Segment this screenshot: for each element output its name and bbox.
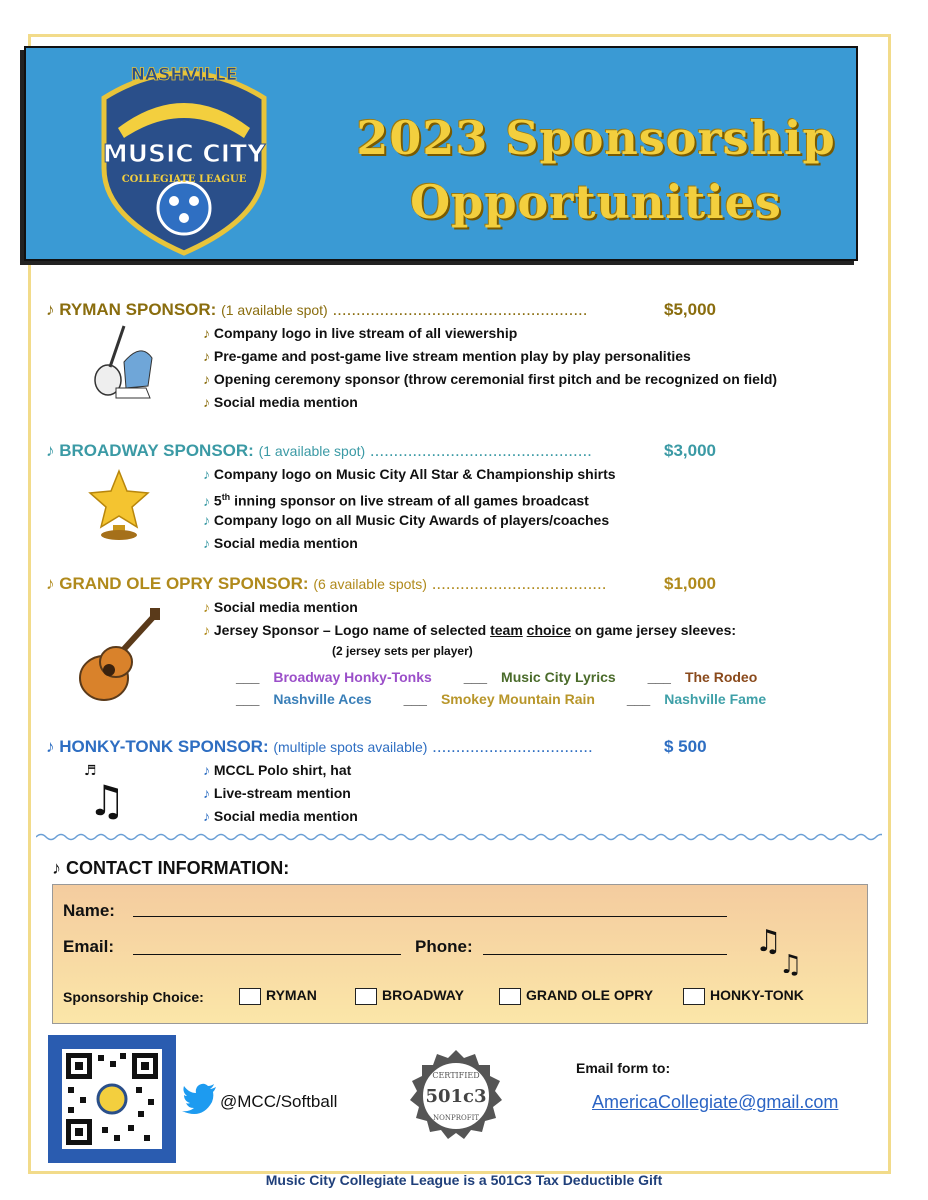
team-name: Nashville Fame: [664, 691, 767, 707]
music-note-icon: ♪: [203, 325, 210, 341]
ryman-spots: (1 available spot): [221, 302, 328, 318]
tonk-dots: ..................................: [432, 737, 593, 756]
music-note-icon: ♪: [203, 394, 210, 410]
page-title: [326, 106, 866, 234]
list-item: [196, 509, 856, 532]
title-line-2: Opportunities: [410, 175, 782, 229]
benefit-text: on game jersey sleeves:: [574, 622, 737, 638]
music-note-icon: ♪: [203, 371, 210, 387]
benefit-text: Opening ceremony sponsor (throw ceremonial first pitch and be recognized on field): [213, 371, 778, 387]
team-choices-row-1: [236, 669, 785, 685]
header-banner: [24, 46, 858, 261]
music-note-icon: ♪: [46, 441, 55, 460]
ryman-section: [46, 298, 866, 410]
list-item: [196, 782, 856, 805]
501c3-seal-icon: [406, 1048, 506, 1148]
logo-text-top: NASHVILLE: [130, 65, 238, 85]
contact-form: [52, 884, 868, 1024]
choice-ryman[interactable]: [239, 987, 317, 1005]
choice-honky-tonk[interactable]: [683, 987, 804, 1005]
opry-benefits: [196, 596, 856, 660]
league-logo: [84, 58, 284, 258]
ryman-heading: [46, 298, 866, 322]
ryman-benefits: [196, 322, 856, 414]
opry-title: GRAND OLE OPRY SPONSOR:: [59, 574, 309, 593]
email-form-label: Email form to:: [576, 1060, 671, 1076]
email-field[interactable]: [133, 953, 401, 955]
music-notes-icon: [755, 921, 815, 977]
qr-code[interactable]: [48, 1035, 176, 1163]
tonk-title: HONKY-TONK SPONSOR:: [59, 737, 269, 756]
music-note-icon: ♪: [203, 492, 210, 509]
list-item: [196, 391, 856, 414]
svg-text:♫: ♫: [779, 950, 803, 977]
list-item: [196, 345, 856, 368]
opry-heading: [46, 572, 866, 596]
email-link[interactable]: AmericaCollegiate@gmail.com: [592, 1092, 839, 1112]
music-note-icon: ♪: [203, 348, 210, 364]
svg-text:♬: ♬: [84, 763, 97, 779]
opry-price: $1,000: [664, 574, 716, 593]
benefit-text: Jersey Sponsor – Logo name of selected: [213, 622, 487, 638]
name-label: Name:: [63, 901, 115, 920]
choice-broadway[interactable]: [355, 987, 464, 1005]
list-item: [196, 486, 856, 509]
team-choices-row-2: [236, 691, 794, 707]
list-item: [196, 805, 856, 828]
blank-line: ___: [647, 669, 671, 685]
benefit-text: Company logo in live stream of all viewership: [213, 325, 518, 341]
svg-text:♫: ♫: [88, 776, 126, 823]
footer-tagline: Music City Collegiate League is a 501C3 Tax Deductible Gift: [265, 1172, 663, 1188]
list-item: [196, 619, 856, 642]
logo-text-main: MUSIC CITY: [102, 139, 266, 168]
contact-heading: ♪ CONTACT INFORMATION:: [52, 858, 290, 878]
music-note-icon: ♪: [203, 512, 210, 528]
team-choice[interactable]: [404, 691, 609, 707]
benefit-text: inning sponsor on live stream of all games broadcast: [234, 492, 589, 509]
team-choice[interactable]: [627, 691, 780, 707]
phone-field[interactable]: [483, 953, 727, 955]
list-item: [196, 322, 856, 345]
broadway-section: [46, 439, 866, 551]
opry-spots: (6 available spots): [313, 576, 427, 592]
seal-top-text: CERTIFIED: [432, 1071, 480, 1080]
title-line-1: 2023 Sponsorship: [356, 111, 836, 165]
benefit-text: Social media mention: [213, 808, 358, 824]
broadway-title: BROADWAY SPONSOR:: [59, 441, 254, 460]
broadway-dots: ...............................................: [369, 441, 592, 460]
music-note-icon: ♪: [203, 785, 210, 801]
tonk-heading: [46, 735, 866, 759]
list-item: [196, 596, 856, 619]
benefit-text: MCCL Polo shirt, hat: [213, 762, 352, 778]
twitter-handle[interactable]: @MCC/Softball: [220, 1092, 338, 1111]
benefit-text: Live-stream mention: [213, 785, 351, 801]
name-field[interactable]: [133, 915, 727, 917]
team-choice[interactable]: [464, 669, 630, 685]
list-item: [196, 368, 856, 391]
opry-dots: .....................................: [431, 574, 607, 593]
wavy-divider: [36, 832, 882, 842]
music-note-icon: ♪: [203, 808, 210, 824]
benefit-text: Social media mention: [213, 599, 358, 615]
phone-label: Phone:: [415, 937, 473, 956]
music-note-icon: ♪: [203, 599, 210, 615]
music-note-icon: ♪: [203, 762, 210, 778]
ryman-price: $5,000: [664, 300, 716, 319]
blank-line: ___: [463, 669, 488, 685]
broadway-price: $3,000: [664, 441, 716, 460]
blank-line: ___: [403, 691, 427, 707]
checkbox[interactable]: [239, 988, 261, 1005]
honky-tonk-section: [46, 735, 866, 824]
list-item: [196, 759, 856, 782]
jersey-note: (2 jersey sets per player): [332, 644, 473, 658]
music-notes-icon: [82, 759, 132, 823]
benefit-text: team: [490, 622, 523, 638]
team-choice[interactable]: [648, 669, 772, 685]
broadway-spots: (1 available spot): [258, 443, 366, 459]
ryman-title: RYMAN SPONSOR:: [59, 300, 217, 319]
team-name: Nashville Aces: [273, 691, 372, 707]
music-note-icon: ♪: [46, 300, 55, 319]
music-note-icon: ♪: [203, 466, 210, 482]
ryman-dots: ......................................................: [332, 300, 588, 319]
opry-section: [46, 572, 866, 707]
guitar-boots-icon: [86, 322, 156, 402]
music-note-icon: ♪: [203, 622, 210, 638]
acoustic-guitar-icon: [76, 608, 162, 704]
tonk-benefits: [196, 759, 856, 828]
team-choice[interactable]: [236, 669, 446, 685]
blank-line: ___: [236, 691, 260, 707]
team-name: Broadway Honky-Tonks: [273, 669, 432, 685]
music-note-icon: ♪: [203, 535, 210, 551]
team-choice[interactable]: [236, 691, 386, 707]
checkbox[interactable]: [683, 988, 705, 1005]
checkbox[interactable]: [355, 988, 377, 1005]
benefit-text: Company logo on Music City All Star & Championship shirts: [213, 466, 616, 482]
seal-main-text: 501c3: [425, 1086, 487, 1107]
benefit-text: Company logo on all Music City Awards of players/coaches: [213, 512, 610, 528]
blank-line: ___: [236, 669, 260, 685]
broadway-benefits: [196, 463, 856, 555]
choice-label: BROADWAY: [382, 987, 464, 1003]
star-trophy-icon: [86, 469, 152, 541]
svg-text:♫: ♫: [755, 924, 782, 959]
music-note-icon: ♪: [46, 737, 55, 756]
tonk-spots: (multiple spots available): [273, 739, 428, 755]
choice-label: RYMAN: [266, 987, 317, 1003]
choice-label: HONKY-TONK: [710, 987, 804, 1003]
choice-grand-ole-opry[interactable]: [499, 987, 653, 1005]
benefit-text: Social media mention: [213, 535, 358, 551]
benefit-text: Pre-game and post-game live stream mention play by play personalities: [213, 348, 691, 364]
twitter-icon[interactable]: [182, 1082, 218, 1114]
broadway-heading: [46, 439, 866, 463]
email-label: Email:: [63, 937, 115, 956]
seal-bottom-text: NONPROFIT: [433, 1114, 479, 1122]
team-name: Music City Lyrics: [501, 669, 616, 685]
list-item: [196, 532, 856, 555]
list-item: [196, 463, 856, 486]
logo-text-sub: COLLEGIATE LEAGUE: [121, 174, 247, 185]
superscript: th: [221, 492, 231, 502]
benefit-text: Social media mention: [213, 394, 358, 410]
benefit-text: 5: [213, 492, 222, 509]
music-note-icon: ♪: [46, 574, 55, 593]
sponsorship-choice-label: Sponsorship Choice:: [63, 989, 204, 1005]
benefit-text: choice: [526, 622, 572, 638]
team-name: The Rodeo: [684, 669, 758, 685]
checkbox[interactable]: [499, 988, 521, 1005]
tonk-price: $ 500: [664, 737, 707, 756]
team-name: Smokey Mountain Rain: [440, 691, 595, 707]
blank-line: ___: [626, 691, 651, 707]
choice-label: GRAND OLE OPRY: [526, 987, 654, 1003]
